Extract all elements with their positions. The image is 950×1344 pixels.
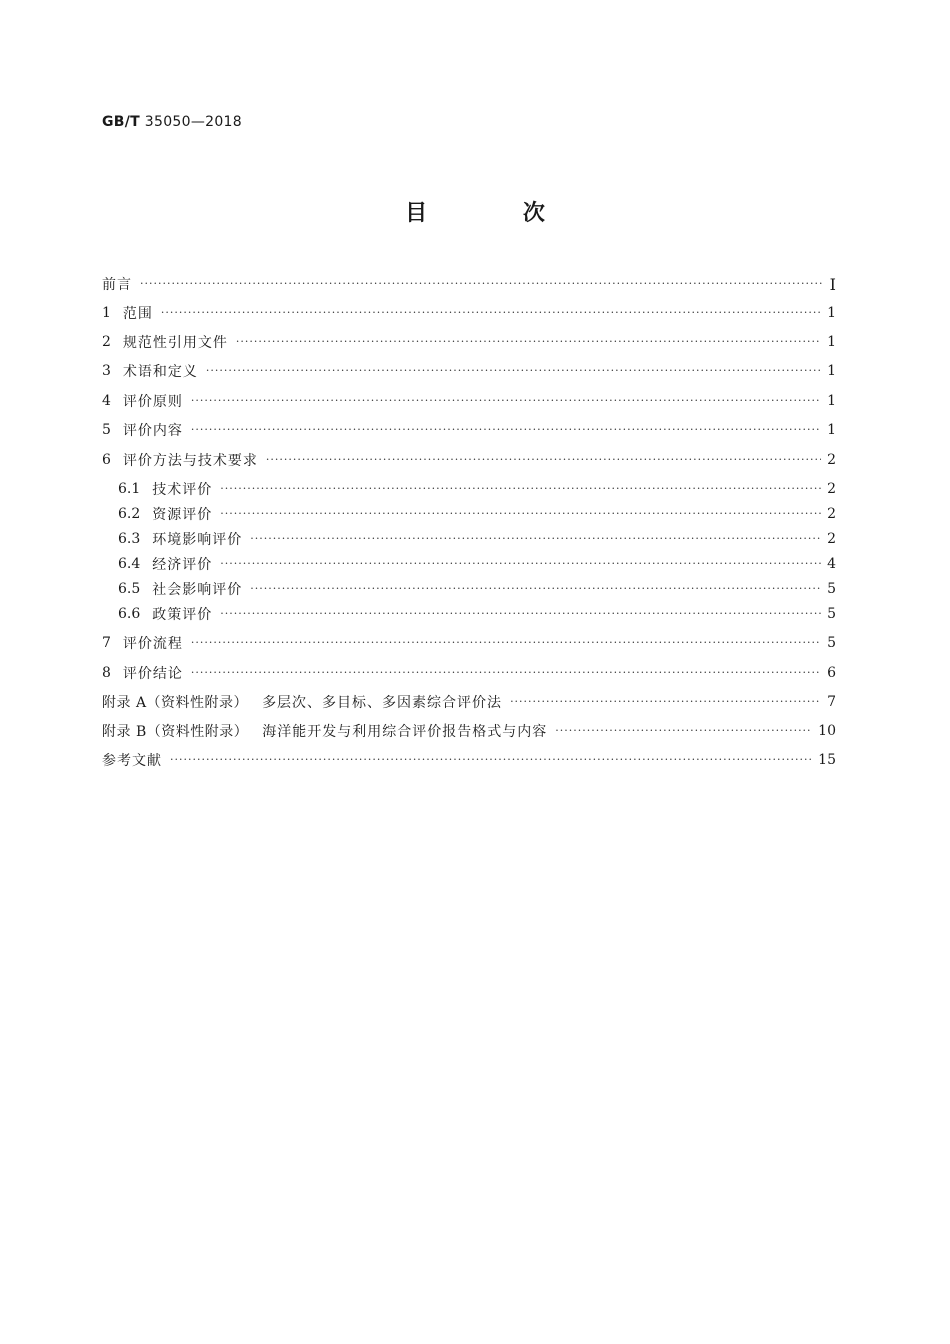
toc-entry-page: 5 (827, 606, 836, 622)
toc-leader-dots (220, 504, 821, 524)
toc-leader-dots (220, 554, 821, 574)
toc-entry-page: 2 (827, 531, 836, 547)
toc-entry-6-4[interactable] (118, 554, 836, 574)
toc-entry-page: 1 (827, 305, 836, 321)
toc-leader-dots (191, 391, 821, 411)
toc-entry-number: 3 (102, 363, 111, 379)
toc-entry-number: 7 (102, 635, 111, 651)
toc-entry-7[interactable] (102, 633, 836, 653)
toc-leader-dots (206, 361, 821, 381)
toc-entry-appendix-a[interactable] (102, 692, 836, 712)
toc-entry-page: 7 (827, 694, 836, 710)
toc-entry-number: 6.4 (118, 556, 141, 572)
toc-entry-label: 社会影响评价 (152, 582, 243, 598)
toc-entry-number: 1 (102, 305, 111, 321)
toc-leader-dots (220, 604, 821, 624)
toc-entry-foreword[interactable] (102, 274, 836, 294)
toc-entry-label: 术语和定义 (122, 364, 198, 380)
toc-leader-dots (236, 332, 821, 352)
toc-entry-page: 2 (827, 506, 836, 522)
toc-entry-label: 海洋能开发与利用综合评价报告格式与内容 (262, 724, 548, 740)
toc-leader-dots (140, 274, 822, 294)
toc-entry-label: 范围 (122, 306, 153, 322)
toc-entry-label: 政策评价 (152, 607, 213, 623)
toc-leader-dots (555, 721, 812, 741)
toc-entry-page: 10 (818, 723, 836, 739)
toc-entry-label: 评价流程 (122, 636, 183, 652)
toc-entry-2[interactable] (102, 332, 836, 352)
toc-entry-number: 6 (102, 452, 111, 468)
toc-entry-label: 评价方法与技术要求 (122, 453, 258, 469)
toc-entry-label: 评价内容 (122, 423, 183, 439)
toc-entry-number: 4 (102, 393, 111, 409)
toc-leader-dots (250, 579, 821, 599)
toc-title: 目 次 (405, 201, 589, 226)
toc-entry-6-6[interactable] (118, 604, 836, 624)
toc-entry-page: 1 (827, 393, 836, 409)
toc-entry-page: 1 (827, 363, 836, 379)
standard-prefix: GB/T (102, 114, 141, 130)
toc-entry-number: 6.6 (118, 606, 141, 622)
toc-entry-6[interactable] (102, 450, 836, 470)
toc-leader-dots (250, 529, 821, 549)
toc-entry-label: 规范性引用文件 (122, 335, 228, 351)
toc-entry-page: 15 (818, 752, 836, 768)
toc-entry-4[interactable] (102, 391, 836, 411)
toc-entry-3[interactable] (102, 361, 836, 381)
toc-entry-6-5[interactable] (118, 579, 836, 599)
toc-leader-dots (170, 750, 812, 770)
toc-entry-label: 评价结论 (122, 666, 183, 682)
toc-entry-5[interactable] (102, 420, 836, 440)
toc-entry-appendix-b[interactable] (102, 721, 836, 741)
toc-leader-dots (266, 450, 821, 470)
toc-entry-number: 6.1 (118, 481, 141, 497)
toc-entry-number: 6.5 (118, 581, 141, 597)
toc-entry-number: 6.2 (118, 506, 141, 522)
toc-entry-label: 环境影响评价 (152, 532, 243, 548)
toc-leader-dots (161, 303, 821, 323)
standard-number: 35050—2018 (144, 114, 242, 130)
toc-leader-dots (510, 692, 821, 712)
toc-entry-page: 6 (827, 665, 836, 681)
toc-entry-page: 2 (827, 452, 836, 468)
toc-appendix-prefix: 附录 B（资料性附录） (102, 724, 249, 740)
toc-entry-references[interactable] (102, 750, 836, 770)
toc-entry-1[interactable] (102, 303, 836, 323)
toc-entry-label: 资源评价 (152, 507, 213, 523)
toc-entry-page: 5 (827, 581, 836, 597)
toc-entry-6-2[interactable] (118, 504, 836, 524)
toc-entry-page: Ⅰ (829, 274, 836, 294)
toc-entry-number: 8 (102, 665, 111, 681)
standard-code (102, 114, 242, 130)
toc-entry-label: 技术评价 (152, 482, 213, 498)
toc-entry-label: 前言 (102, 277, 132, 293)
toc-leader-dots (191, 663, 821, 683)
toc-entry-number: 5 (102, 422, 111, 438)
toc-entry-6-1[interactable] (118, 479, 836, 499)
toc-entry-label: 经济评价 (152, 557, 213, 573)
toc-appendix-prefix: 附录 A（资料性附录） (102, 695, 249, 711)
toc-entry-page: 2 (827, 481, 836, 497)
toc-leader-dots (191, 420, 821, 440)
toc-entry-page: 4 (827, 556, 836, 572)
toc-entry-number: 2 (102, 334, 111, 350)
toc-entry-label: 多层次、多目标、多因素综合评价法 (262, 695, 503, 711)
toc-entry-6-3[interactable] (118, 529, 836, 549)
toc-leader-dots (220, 479, 821, 499)
toc-entry-page: 1 (827, 334, 836, 350)
toc-leader-dots (191, 633, 821, 653)
toc-entry-label: 参考文献 (102, 753, 162, 769)
toc-entry-page: 1 (827, 422, 836, 438)
toc-entry-page: 5 (827, 635, 836, 651)
toc-entry-number: 6.3 (118, 531, 141, 547)
toc-entry-label: 评价原则 (122, 394, 183, 410)
toc-entry-8[interactable] (102, 663, 836, 683)
